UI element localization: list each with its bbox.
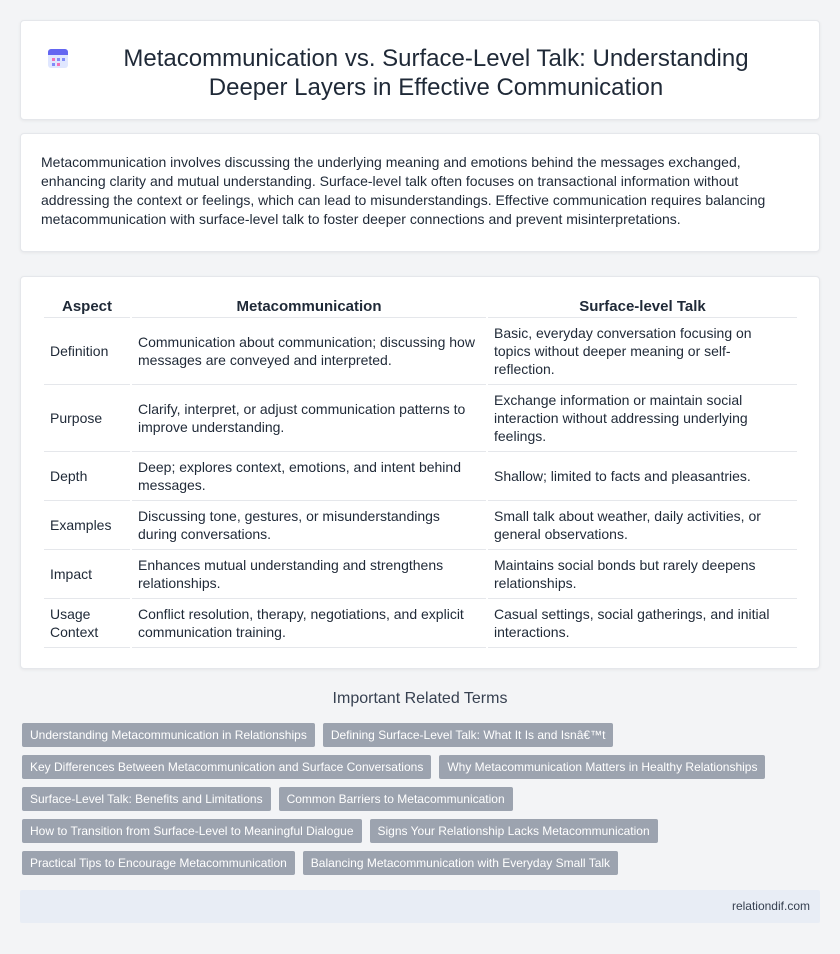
header-aspect: Aspect <box>44 296 130 318</box>
cell-surface-level-talk: Maintains social bonds but rarely deepens relationships. <box>488 550 797 599</box>
related-term-tag[interactable]: Understanding Metacommunication in Relationships <box>22 723 315 747</box>
related-term-tag[interactable]: Common Barriers to Metacommunication <box>279 787 513 811</box>
related-term-tag[interactable]: Balancing Metacommunication with Everyday Small Talk <box>303 851 618 875</box>
cell-aspect: Purpose <box>44 385 130 452</box>
related-term-tag[interactable]: Practical Tips to Encourage Metacommunication <box>22 851 295 875</box>
page-title: Metacommunication vs. Surface-Level Talk: Understanding Deeper Layers in Effective Communication <box>123 45 749 101</box>
related-term-tag[interactable]: Why Metacommunication Matters in Healthy Relationships <box>439 755 765 779</box>
cell-surface-level-talk: Casual settings, social gatherings, and initial interactions. <box>488 599 797 648</box>
footer <box>20 890 820 923</box>
comparison-card <box>20 276 820 669</box>
cell-metacommunication: Communication about communication; discussing how messages are conveyed and interpreted. <box>132 318 486 385</box>
cell-aspect: Definition <box>44 318 130 385</box>
cell-metacommunication: Clarify, interpret, or adjust communication patterns to improve understanding. <box>132 385 486 452</box>
header-metacommunication: Metacommunication <box>132 296 486 318</box>
table-row <box>44 318 797 385</box>
cell-surface-level-talk: Exchange information or maintain social interaction without addressing underlying feelings. <box>488 385 797 452</box>
cell-surface-level-talk: Small talk about weather, daily activities, or general observations. <box>488 501 797 550</box>
title-card <box>20 20 820 120</box>
header-surface-level-talk: Surface-level Talk <box>488 296 797 318</box>
related-terms-list <box>22 723 812 875</box>
related-term-tag[interactable]: Signs Your Relationship Lacks Metacommunication <box>370 819 658 843</box>
table-header-row <box>44 296 797 318</box>
table-row <box>44 599 797 648</box>
cell-surface-level-talk: Basic, everyday conversation focusing on topics without deeper meaning or self-reflection. <box>488 318 797 385</box>
intro-paragraph: Metacommunication involves discussing the underlying meaning and emotions behind the messages exchanged, enhancing clarity and mutual understanding. Surface-level talk often focuses on transactional information without addressing the context or feelings, which can lead to misunderstandings. Effective communication requires balancing metacommunication with surface-level talk to foster deeper connections and prevent misinterpretations. <box>41 154 766 227</box>
cell-aspect: Impact <box>44 550 130 599</box>
related-term-tag[interactable]: Key Differences Between Metacommunication and Surface Conversations <box>22 755 431 779</box>
cell-metacommunication: Conflict resolution, therapy, negotiations, and explicit communication training. <box>132 599 486 648</box>
cell-aspect: Depth <box>44 452 130 501</box>
related-term-tag[interactable]: Defining Surface-Level Talk: What It Is and Isnâ€™t <box>323 723 614 747</box>
footer-site-link[interactable]: relationdif.com <box>731 899 810 913</box>
related-term-tag[interactable]: Surface-Level Talk: Benefits and Limitations <box>22 787 271 811</box>
cell-metacommunication: Discussing tone, gestures, or misunderstandings during conversations. <box>132 501 486 550</box>
table-row <box>44 550 797 599</box>
table-row <box>44 452 797 501</box>
comparison-table <box>42 296 799 648</box>
table-row <box>44 501 797 550</box>
related-terms-heading: Important Related Terms <box>332 690 508 707</box>
cell-aspect: Usage Context <box>44 599 130 648</box>
cell-metacommunication: Deep; explores context, emotions, and intent behind messages. <box>132 452 486 501</box>
cell-aspect: Examples <box>44 501 130 550</box>
cell-metacommunication: Enhances mutual understanding and strengthens relationships. <box>132 550 486 599</box>
related-term-tag[interactable]: How to Transition from Surface-Level to Meaningful Dialogue <box>22 819 362 843</box>
table-row <box>44 385 797 452</box>
intro-card <box>20 133 820 252</box>
cell-surface-level-talk: Shallow; limited to facts and pleasantries. <box>488 452 797 501</box>
